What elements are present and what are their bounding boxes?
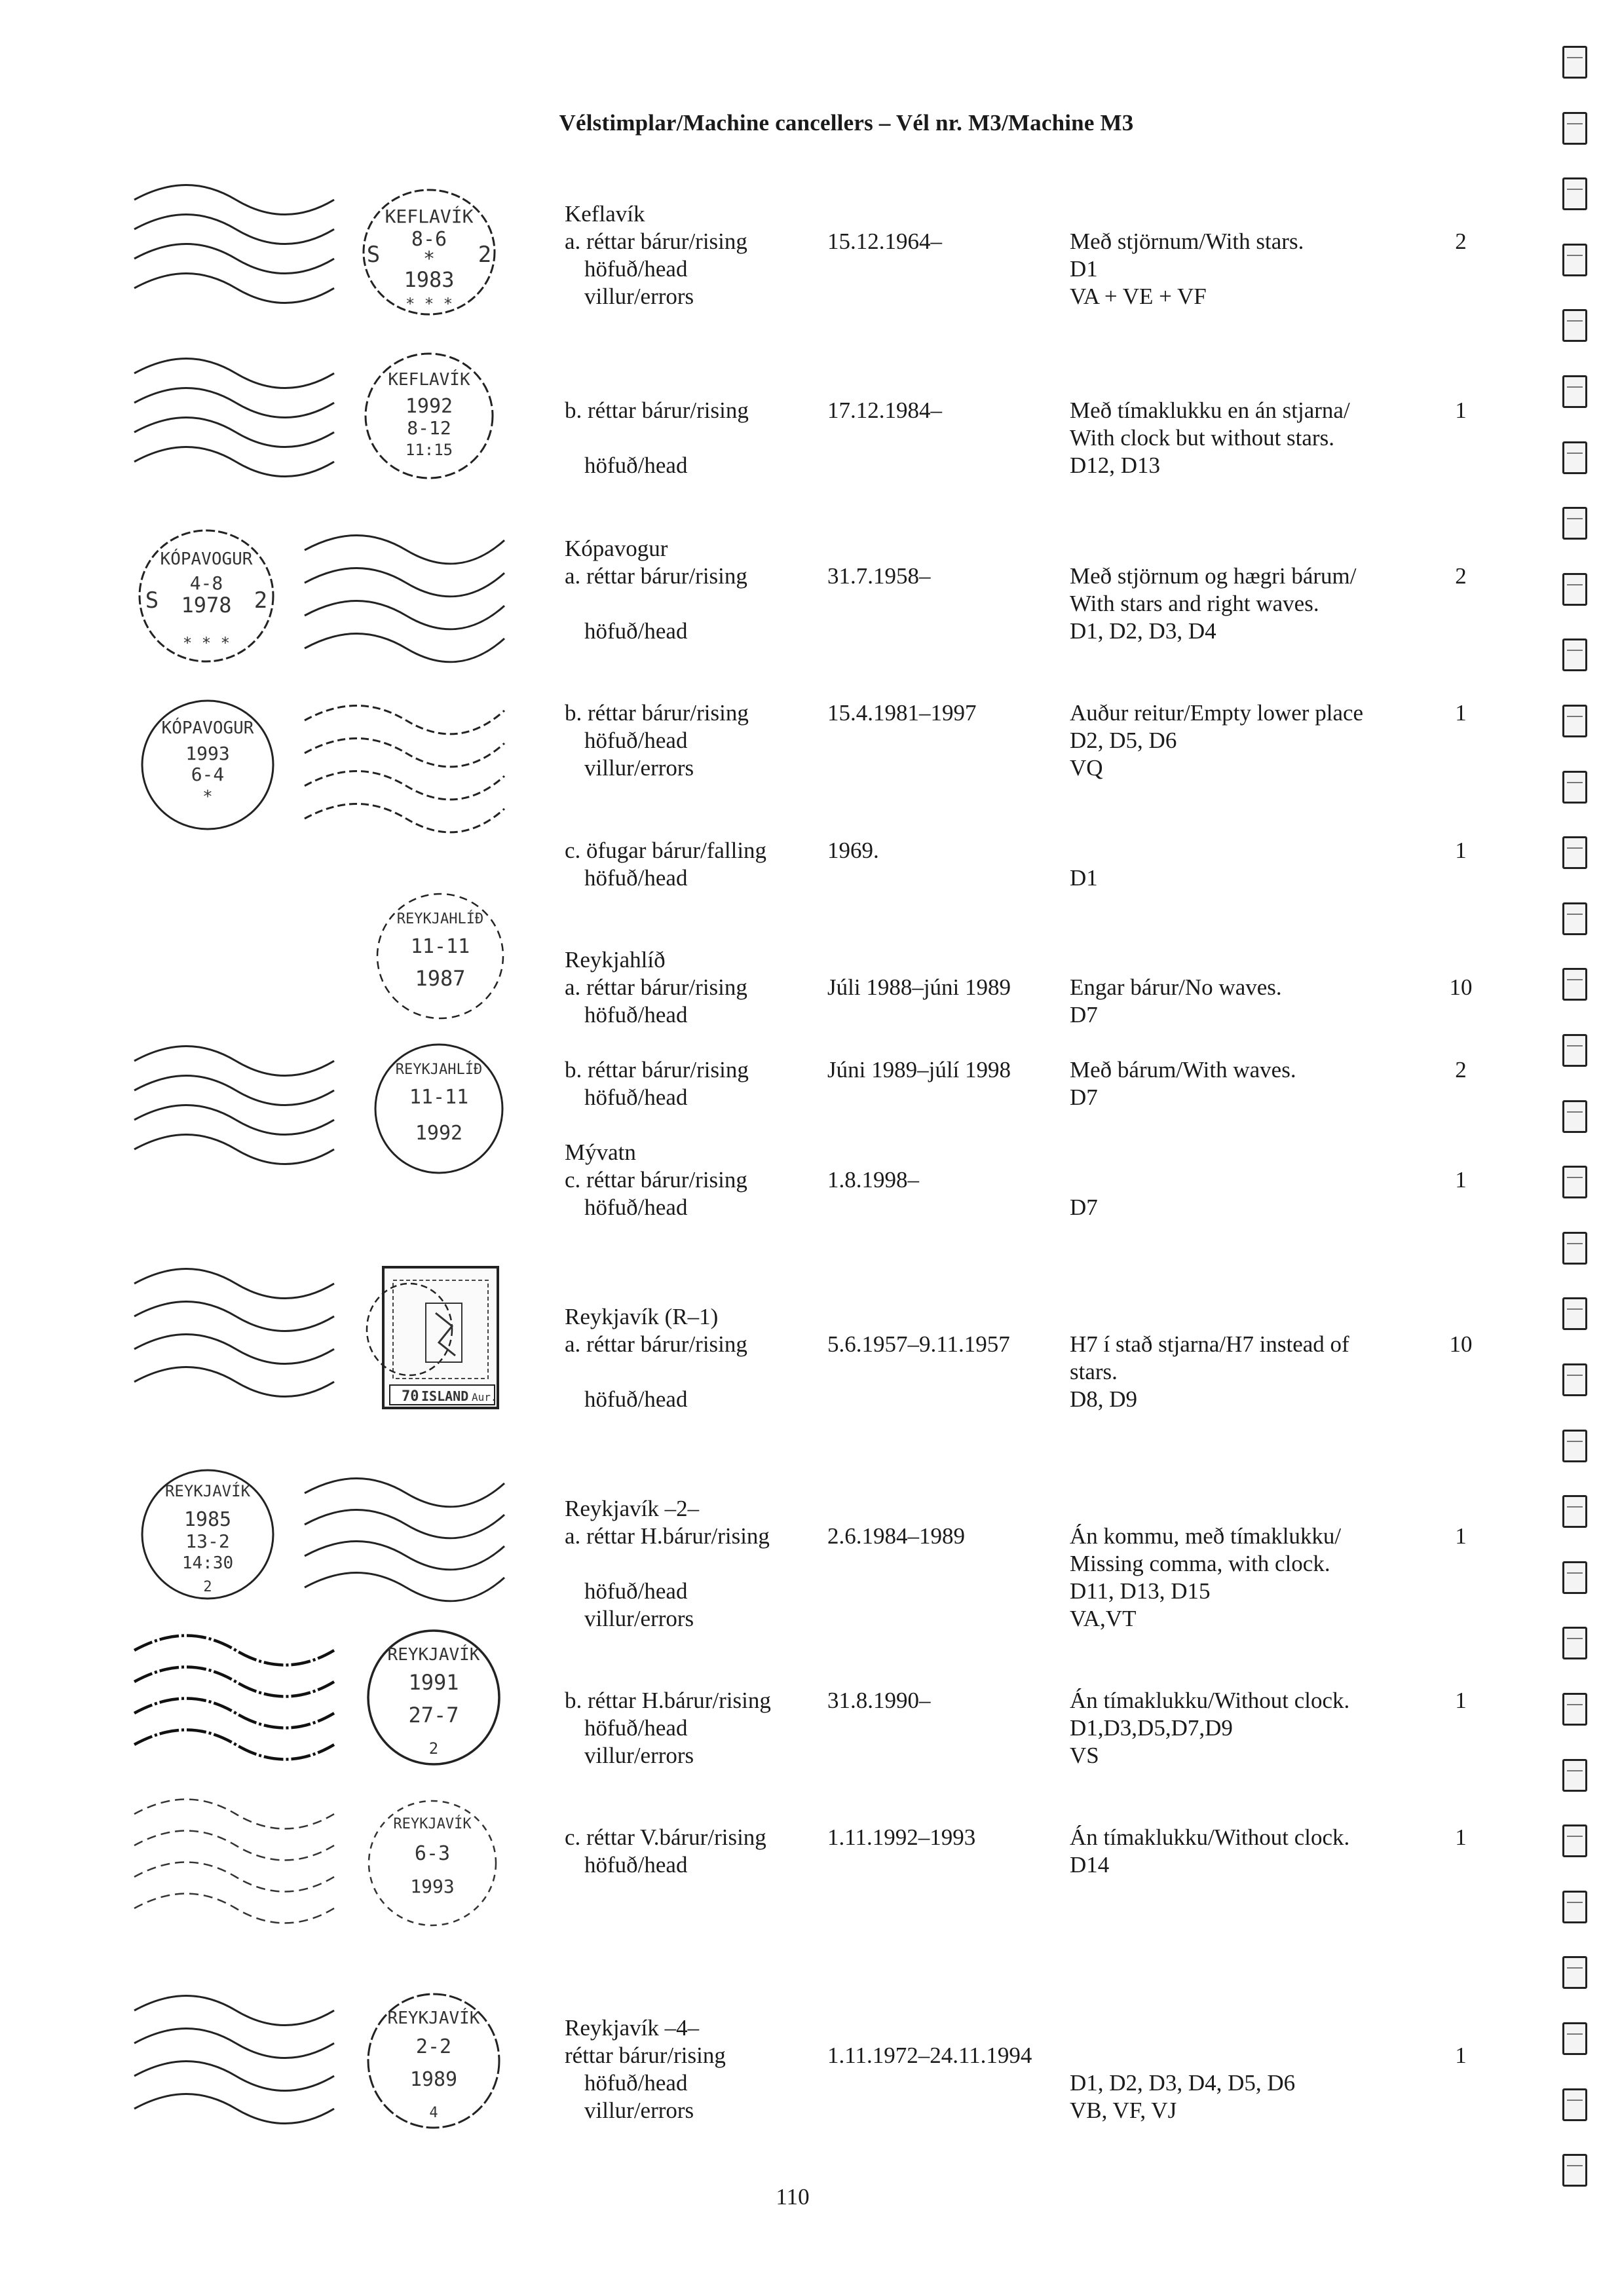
svg-text:ISLAND: ISLAND (421, 1388, 469, 1404)
wave-cancel-image (131, 1631, 341, 1762)
binder-hole (1562, 441, 1587, 474)
variant-label: höfuð/head (584, 256, 688, 282)
wave-cancel-image (301, 694, 511, 845)
variant-label: höfuð/head (584, 618, 688, 644)
variant-label: höfuð/head (584, 1002, 688, 1028)
svg-text:REYKJAVÍK: REYKJAVÍK (387, 1645, 480, 1665)
variant-label: villur/errors (584, 2098, 694, 2123)
svg-text:REYKJAVÍK: REYKJAVÍK (393, 1816, 472, 1832)
date-range: 1.11.1992–1993 (827, 1824, 976, 1850)
postmark-image (360, 1794, 504, 1932)
variant-label: réttar bárur/rising (565, 2043, 726, 2068)
description: Án tímaklukku/Without clock. (1070, 1688, 1350, 1713)
variant-label: a. réttar bárur/rising (565, 563, 747, 589)
date-range: 5.6.1957–9.11.1957 (827, 1331, 1010, 1357)
svg-text:* * *: * * * (182, 634, 231, 652)
variant-label: b. réttar bárur/rising (565, 1057, 749, 1083)
date-range: 1.11.1972–24.11.1994 (827, 2043, 1032, 2068)
binder-hole (1562, 836, 1587, 869)
binder-hole (1562, 1891, 1587, 1923)
svg-text:1978: 1978 (181, 593, 232, 618)
place-name: Kópavogur (565, 536, 668, 561)
binder-hole (1562, 1166, 1587, 1198)
rarity-value: 1 (1455, 1688, 1467, 1713)
description: D7 (1070, 1084, 1098, 1110)
binder-hole (1562, 1561, 1587, 1594)
svg-text:S: S (145, 587, 159, 614)
date-range: 1969. (827, 838, 879, 863)
svg-text:REYKJAHLÍÐ: REYKJAHLÍÐ (395, 1062, 483, 1078)
rarity-value: 1 (1455, 838, 1467, 863)
description: H7 í stað stjarna/H7 instead of (1070, 1331, 1349, 1357)
binder-hole (1562, 1297, 1587, 1330)
binder-hole (1562, 1034, 1587, 1067)
page-number: 110 (776, 2184, 810, 2210)
description: D2, D5, D6 (1070, 728, 1177, 753)
wave-cancel-image (131, 1794, 341, 1925)
svg-text:8-6: 8-6 (411, 228, 447, 251)
postmark-image (367, 1038, 511, 1179)
binder-hole (1562, 1693, 1587, 1726)
variant-label: höfuð/head (584, 1084, 688, 1110)
place-name: Reykjahlíð (565, 947, 666, 972)
svg-text:1987: 1987 (415, 966, 466, 991)
date-range: 31.8.1990– (827, 1688, 931, 1713)
description: Með tímaklukku en án stjarna/ (1070, 398, 1350, 423)
binder-hole (1562, 309, 1587, 342)
variant-label: c. öfugar bárur/falling (565, 838, 767, 863)
wave-cancel-image (131, 1988, 341, 2138)
svg-text:11:15: 11:15 (405, 441, 453, 459)
binder-hole (1562, 177, 1587, 210)
variant-label: a. réttar H.bárur/rising (565, 1523, 770, 1549)
binder-hole (1562, 771, 1587, 804)
svg-text:2-2: 2-2 (415, 2035, 452, 2058)
date-range: 17.12.1984– (827, 398, 942, 423)
date-range: 15.12.1964– (827, 229, 942, 254)
description: With stars and right waves. (1070, 591, 1319, 616)
variant-label: höfuð/head (584, 865, 688, 891)
variant-label: höfuð/head (584, 1386, 688, 1412)
date-range: 15.4.1981–1997 (827, 700, 977, 726)
svg-text:8-12: 8-12 (407, 417, 451, 439)
svg-text:REYKJAVÍK: REYKJAVÍK (387, 2009, 480, 2028)
binder-hole (1562, 2022, 1587, 2055)
binder-hole (1562, 1627, 1587, 1659)
svg-text:14:30: 14:30 (181, 1553, 234, 1573)
variant-label: a. réttar bárur/rising (565, 974, 747, 1000)
description: Með stjörnum og hægri bárum/ (1070, 563, 1357, 589)
description: VQ (1070, 755, 1103, 781)
svg-text:*: * (202, 787, 213, 807)
postmark-image (354, 183, 504, 321)
description: D7 (1070, 1194, 1098, 1220)
postmark-image (134, 1464, 282, 1604)
variant-label: b. réttar bárur/rising (565, 398, 749, 423)
date-range: Júli 1988–júni 1989 (827, 974, 1011, 1000)
variant-label: b. réttar H.bárur/rising (565, 1688, 771, 1713)
binder-hole (1562, 1956, 1587, 1989)
svg-text:KÓPAVOGUR: KÓPAVOGUR (160, 549, 253, 569)
variant-label: c. réttar bárur/rising (565, 1167, 747, 1193)
binder-hole (1562, 375, 1587, 408)
svg-text:6-4: 6-4 (191, 764, 225, 785)
wave-cancel-image (131, 1261, 341, 1411)
description: With clock but without stars. (1070, 425, 1334, 451)
svg-text:6-3: 6-3 (414, 1842, 451, 1865)
description: Með bárum/With waves. (1070, 1057, 1296, 1083)
binder-hole (1562, 112, 1587, 145)
postmark-image (370, 887, 511, 1025)
svg-text:4: 4 (429, 2105, 438, 2121)
description: VS (1070, 1743, 1099, 1768)
svg-text:1983: 1983 (404, 267, 455, 292)
binder-hole (1562, 244, 1587, 276)
binder-hole (1562, 1759, 1587, 1792)
wave-cancel-image (301, 1467, 511, 1611)
svg-text:REYKJAHLÍÐ: REYKJAHLÍÐ (396, 911, 484, 927)
description: D14 (1070, 1852, 1110, 1878)
svg-text:1993: 1993 (410, 1876, 455, 1897)
svg-text:2: 2 (254, 587, 268, 614)
variant-label: höfuð/head (584, 1578, 688, 1604)
svg-text:2: 2 (428, 1739, 439, 1758)
variant-label: höfuð/head (584, 1194, 688, 1220)
svg-text:11-11: 11-11 (409, 1086, 469, 1109)
rarity-value: 10 (1449, 1331, 1473, 1357)
description: D8, D9 (1070, 1386, 1138, 1412)
postmark-town: KEFLAVÍK (385, 206, 474, 227)
description: D11, D13, D15 (1070, 1578, 1211, 1604)
postmark-image (360, 1988, 508, 2135)
wave-cancel-image (301, 524, 511, 675)
description: Án tímaklukku/Without clock. (1070, 1824, 1350, 1850)
variant-label: höfuð/head (584, 1715, 688, 1741)
variant-label: a. réttar bárur/rising (565, 1331, 747, 1357)
rarity-value: 1 (1455, 1824, 1467, 1850)
svg-text:70: 70 (402, 1388, 419, 1405)
description: D1, D2, D3, D4 (1070, 618, 1216, 644)
svg-text:*: * (423, 248, 436, 270)
description: VB, VF, VJ (1070, 2098, 1177, 2123)
rarity-value: 1 (1455, 2043, 1467, 2068)
description: Engar bárur/No waves. (1070, 974, 1282, 1000)
variant-label: c. réttar V.bárur/rising (565, 1824, 766, 1850)
postmark-image (360, 1624, 508, 1771)
wave-cancel-image (131, 1041, 341, 1166)
svg-text:2: 2 (478, 242, 492, 268)
wave-cancel-image (131, 180, 341, 305)
place-name: Reykjavík (R–1) (565, 1304, 719, 1329)
svg-text:11-11: 11-11 (410, 935, 470, 958)
svg-text:1993: 1993 (185, 743, 230, 764)
binder-hole (1562, 968, 1587, 1001)
svg-text:S: S (366, 242, 381, 268)
variant-label: b. réttar bárur/rising (565, 700, 749, 726)
date-range: 31.7.1958– (827, 563, 931, 589)
binder-hole (1562, 1824, 1587, 1857)
description: stars. (1070, 1359, 1118, 1384)
binder-hole (1562, 1232, 1587, 1265)
rarity-value: 10 (1449, 974, 1473, 1000)
binder-hole (1562, 1430, 1587, 1462)
variant-label: villur/errors (584, 1743, 694, 1768)
description: D1,D3,D5,D7,D9 (1070, 1715, 1233, 1741)
svg-text:1991: 1991 (408, 1670, 459, 1695)
binder-hole (1562, 902, 1587, 935)
postmark-image (134, 694, 282, 835)
rarity-value: 1 (1455, 700, 1467, 726)
svg-text:Aur.: Aur. (472, 1391, 497, 1403)
rarity-value: 2 (1455, 229, 1467, 254)
variant-label: höfuð/head (584, 453, 688, 478)
rarity-value: 2 (1455, 1057, 1467, 1083)
date-range: 1.8.1998– (827, 1167, 919, 1193)
place-name: Keflavík (565, 201, 645, 227)
binder-hole (1562, 1100, 1587, 1133)
place-name: Mývatn (565, 1139, 636, 1165)
svg-text:2: 2 (203, 1579, 212, 1595)
svg-text:* * *: * * * (405, 295, 453, 313)
rarity-value: 1 (1455, 1523, 1467, 1549)
svg-text:4-8: 4-8 (189, 572, 223, 594)
variant-label: a. réttar bárur/rising (565, 229, 747, 254)
description: Auður reitur/Empty lower place (1070, 700, 1364, 726)
description: D1, D2, D3, D4, D5, D6 (1070, 2070, 1296, 2096)
postmark-image (131, 524, 282, 668)
binder-hole (1562, 46, 1587, 79)
svg-text:1992: 1992 (405, 395, 453, 418)
date-range: Júni 1989–júlí 1998 (827, 1057, 1011, 1083)
page-title: Vélstimplar/Machine cancellers – Vél nr. M3/Machine M3 (559, 110, 1134, 136)
svg-text:REYKJAVÍK: REYKJAVÍK (164, 1482, 251, 1500)
binder-hole (1562, 1495, 1587, 1528)
svg-text:KÓPAVOGUR: KÓPAVOGUR (161, 718, 254, 738)
variant-label: villur/errors (584, 755, 694, 781)
postmark-image (357, 347, 501, 485)
meter-stamp-image (364, 1264, 501, 1411)
binder-hole (1562, 639, 1587, 671)
description: D1 (1070, 256, 1098, 282)
svg-text:KEFLAVÍK: KEFLAVÍK (388, 370, 470, 390)
variant-label: höfuð/head (584, 2070, 688, 2096)
rarity-value: 2 (1455, 563, 1467, 589)
binder-hole (1562, 1363, 1587, 1396)
svg-text:27-7: 27-7 (408, 1703, 459, 1728)
date-range: 2.6.1984–1989 (827, 1523, 965, 1549)
binder-hole (1562, 2154, 1587, 2187)
description: VA + VE + VF (1070, 284, 1207, 309)
wave-cancel-image (131, 354, 341, 478)
binder-hole (1562, 507, 1587, 540)
description: Missing comma, with clock. (1070, 1551, 1330, 1576)
variant-label: höfuð/head (584, 728, 688, 753)
description: Með stjörnum/With stars. (1070, 229, 1304, 254)
variant-label: villur/errors (584, 284, 694, 309)
svg-text:13-2: 13-2 (185, 1530, 230, 1552)
binder-hole (1562, 2088, 1587, 2121)
rarity-value: 1 (1455, 398, 1467, 423)
description: VA,VT (1070, 1606, 1137, 1631)
binder-hole (1562, 573, 1587, 606)
description: D1 (1070, 865, 1098, 891)
binder-hole (1562, 705, 1587, 737)
svg-text:1989: 1989 (409, 2068, 458, 2091)
rarity-value: 1 (1455, 1167, 1467, 1193)
description: D7 (1070, 1002, 1098, 1028)
place-name: Reykjavík –4– (565, 2015, 700, 2041)
description: Án kommu, með tímaklukku/ (1070, 1523, 1342, 1549)
svg-text:1992: 1992 (415, 1122, 463, 1145)
description: D12, D13 (1070, 453, 1161, 478)
svg-text:1985: 1985 (183, 1508, 232, 1531)
place-name: Reykjavík –2– (565, 1496, 700, 1521)
variant-label: höfuð/head (584, 1852, 688, 1878)
variant-label: villur/errors (584, 1606, 694, 1631)
